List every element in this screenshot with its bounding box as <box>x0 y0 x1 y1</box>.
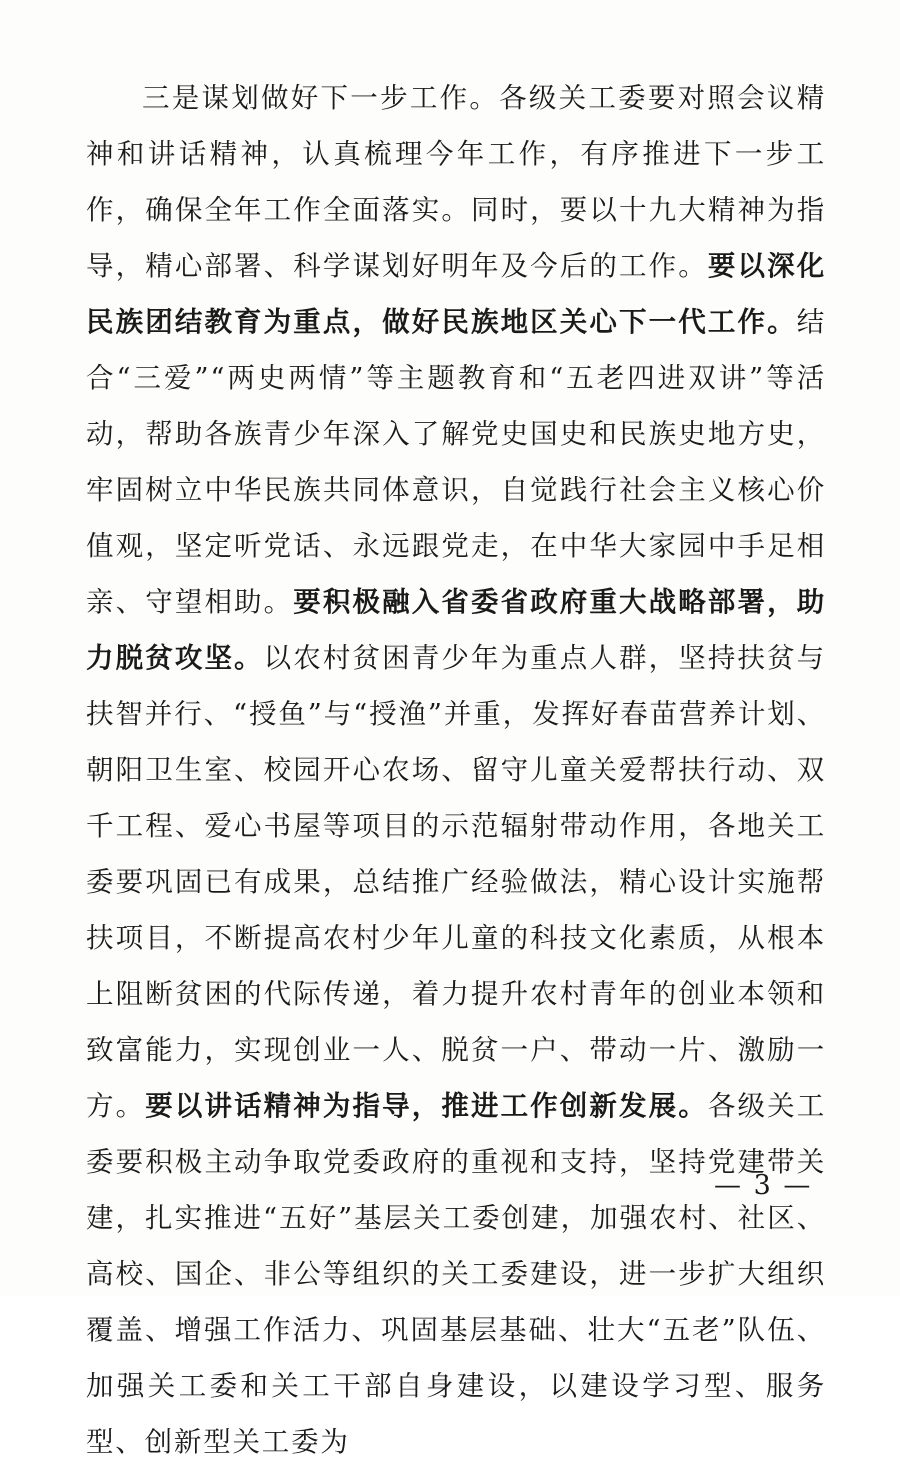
body-paragraph <box>86 70 826 1470</box>
text-segment-3: 以农村贫困青少年为重点人群，坚持扶贫与扶智并行、“授鱼”与“授渔”并重，发挥好春苗营养计划、朝阳卫生室、校园开心农场、留守儿童关爱帮扶行动、双千工程、爱心书屋等项目的示范辐射带动作用，各地关工委要巩固已有成果，总结推广经验做法，精心设计实施帮扶项目，不断提高农村少年儿童的科技文化素质，从根本上阻断贫困的代际传递，着力提升农村青年的创业本领和致富能力，实现创业一人、脱贫一户、带动一片、激励一方。 <box>86 642 826 1122</box>
bold-heading-poverty-alleviation: 要积极融入省委省政府重大战略部署，助力脱贫攻坚。 <box>86 586 826 674</box>
text-segment-4: 各级关工委要积极主动争取党委政府的重视和支持，坚持党建带关建，扎实推进“五好”基层关工委创建，加强农村、社区、高校、国企、非公等组织的关工委建设，进一步扩大组织覆盖、增强工作活力、巩固基层基础、壮大“五老”队伍、加强关工委和关工干部自身建设，以建设学习型、服务型、创新型关工委为 <box>86 1090 826 1458</box>
bold-heading-ethnic-unity: 要以深化民族团结教育为重点，做好民族地区关心下一代工作。 <box>86 250 826 338</box>
text-segment-2: 结合“三爱”“两史两情”等主题教育和“五老四进双讲”等活动，帮助各族青少年深入了解党史国史和民族史地方史，牢固树立中华民族共同体意识，自觉践行社会主义核心价值观，坚定听党话、永远跟党走，在中华大家园中手足相亲、守望相助。 <box>86 306 826 618</box>
bold-heading-innovation: 要以讲话精神为指导，推进工作创新发展。 <box>145 1090 708 1122</box>
text-segment-1: 三是谋划做好下一步工作。各级关工委要对照会议精神和讲话精神，认真梳理今年工作，有序推进下一步工作，确保全年工作全面落实。同时，要以十九大精神为指导，精心部署、科学谋划好明年及今后的工作。 <box>86 82 826 282</box>
page-number: — 3 — <box>714 1170 813 1201</box>
